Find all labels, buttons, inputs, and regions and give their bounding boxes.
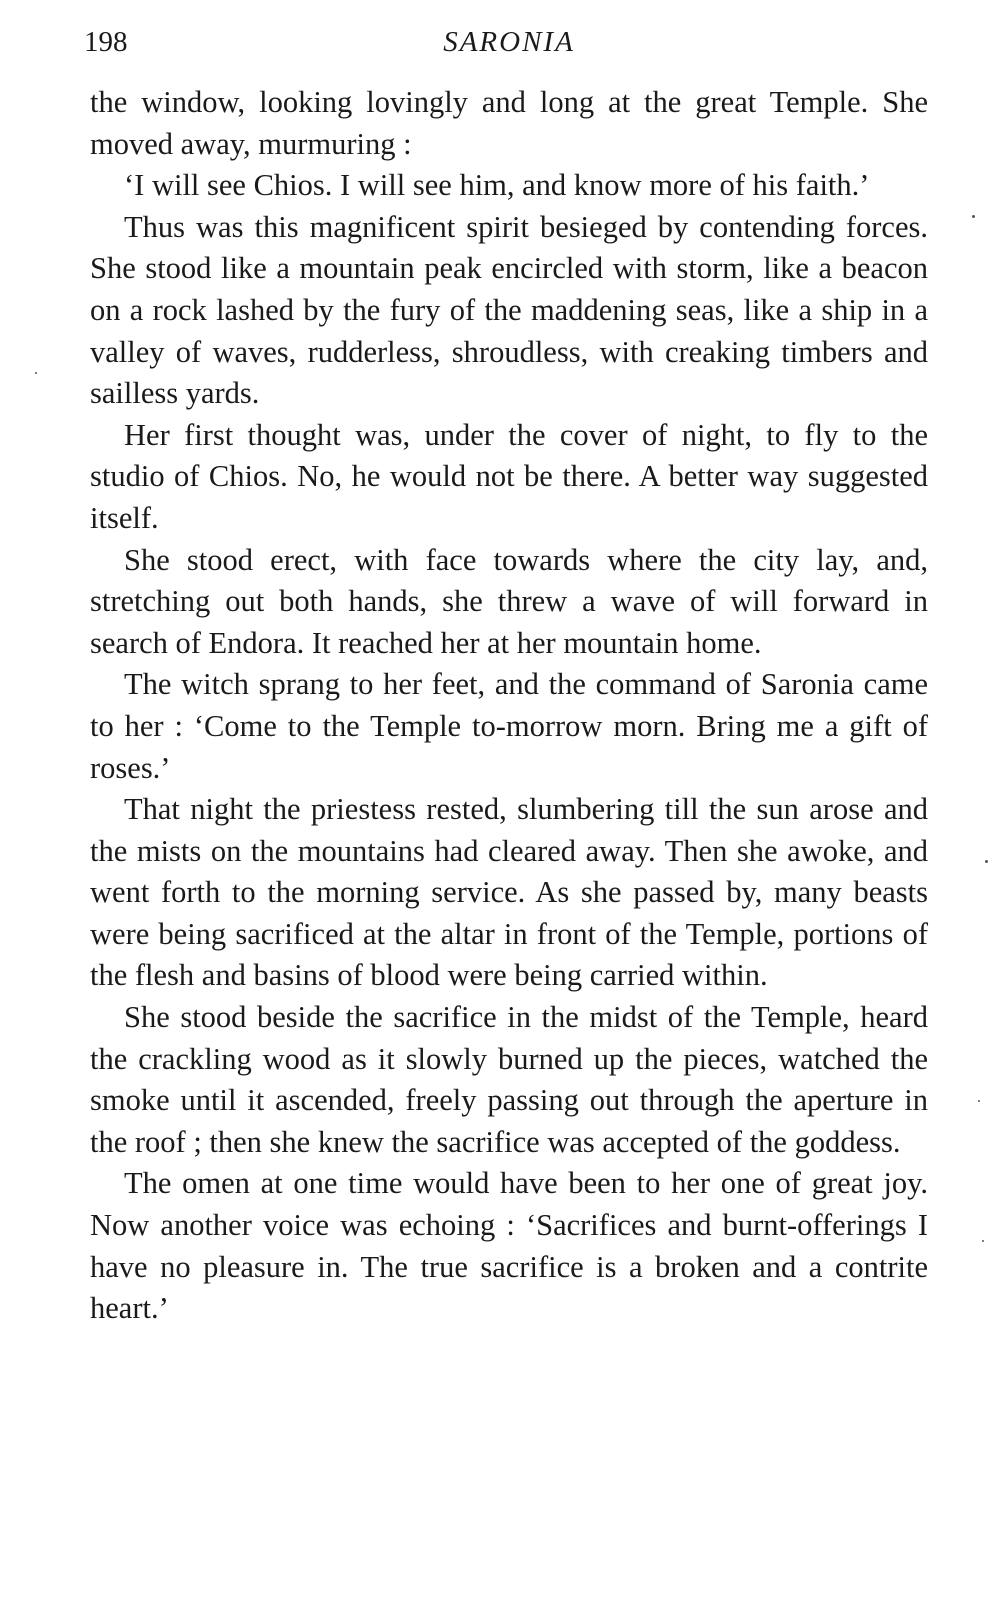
paragraph: ‘I will see Chios. I will see him, and know more of his faith.’ xyxy=(124,168,870,203)
page-number: 198 xyxy=(84,26,128,58)
running-title: SARONIA xyxy=(443,26,575,58)
paragraph: Her first thought was, under the cover of night, to fly to the studio of Chios. No, he would not be there. A better way suggested itself. xyxy=(90,417,928,535)
paragraph: Thus was this magnificent spirit besieged by contending forces. She stood like a mountain peak encircled with storm, like a beacon on a rock lashed by the fury of the maddening seas, like a ship in a valley of waves, rudderless, shroudless, with creaking timbers and sailless yards. xyxy=(90,209,928,411)
scan-speck xyxy=(985,860,988,863)
paragraph: The omen at one time would have been to her one of great joy. Now another voice was echoing : ‘Sacrifices and burnt-offerings I have no pleasure in. The true sacrifice is a broken and a contrite heart.’ xyxy=(90,1166,928,1326)
running-head xyxy=(84,20,928,64)
paragraph: She stood beside the sacrifice in the midst of the Temple, heard the crackling wood as it slowly burned up the pieces, watched the smoke until it ascended, freely passing out through the aperture in the roof ; then she knew the sacrifice was accepted of the goddess. xyxy=(90,1000,928,1159)
paragraph: the window, looking lovingly and long at the great Temple. She moved away, murmuring : xyxy=(90,85,928,161)
scan-speck xyxy=(982,1240,984,1242)
paragraph: That night the priestess rested, slumbering till the sun arose and the mists on the mountains had cleared away. Then she awoke, and went forth to the morning service. As she passed by, many beasts were being sacrificed at the altar in front of the Temple, portions of the flesh and basins of blood were being carried within. xyxy=(90,792,928,993)
scan-speck xyxy=(978,1100,980,1102)
book-page xyxy=(84,20,928,1330)
scan-speck xyxy=(972,215,975,218)
paragraph: The witch sprang to her feet, and the command of Saronia came to her : ‘Come to the Temple to-morrow morn. Bring me a gift of roses.’ xyxy=(90,667,928,785)
paragraph: She stood erect, with face towards where the city lay, and, stretching out both hands, she threw a wave of will forward in search of Endora. It reached her at her mountain home. xyxy=(90,542,928,660)
body-text xyxy=(90,82,928,1330)
scan-speck xyxy=(35,372,37,374)
